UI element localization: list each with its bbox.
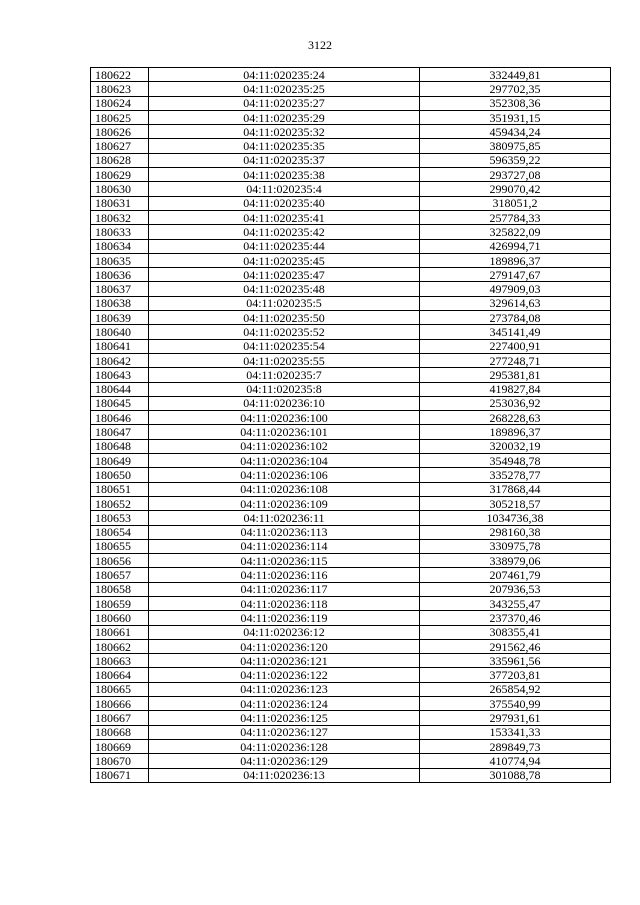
table-row <box>91 168 611 182</box>
cadastral-value-cell: 320032,19 <box>420 439 611 453</box>
cadastral-number-cell: 04:11:020235:44 <box>149 239 420 253</box>
table-row <box>91 496 611 510</box>
row-number-cell: 180636 <box>91 268 149 282</box>
cadastral-value-cell: 1034736,38 <box>420 511 611 525</box>
cadastral-value-cell: 410774,94 <box>420 754 611 768</box>
table-row <box>91 411 611 425</box>
cadastral-number-cell: 04:11:020236:129 <box>149 754 420 768</box>
table-row <box>91 554 611 568</box>
row-number-cell: 180628 <box>91 153 149 167</box>
table-row <box>91 296 611 310</box>
table-row <box>91 511 611 525</box>
row-number-cell: 180643 <box>91 368 149 382</box>
cadastral-number-cell: 04:11:020236:101 <box>149 425 420 439</box>
table-row <box>91 82 611 96</box>
table-row <box>91 96 611 110</box>
table-row <box>91 625 611 639</box>
table-row <box>91 454 611 468</box>
row-number-cell: 180630 <box>91 182 149 196</box>
cadastral-value-cell: 426994,71 <box>420 239 611 253</box>
table-row <box>91 725 611 739</box>
cadastral-value-cell: 329614,63 <box>420 296 611 310</box>
page-number: 3122 <box>308 38 332 52</box>
row-number-cell: 180626 <box>91 125 149 139</box>
cadastral-number-cell: 04:11:020235:52 <box>149 325 420 339</box>
cadastral-value-cell: 325822,09 <box>420 225 611 239</box>
row-number-cell: 180634 <box>91 239 149 253</box>
table-row <box>91 768 611 782</box>
cadastral-value-table <box>90 67 611 783</box>
row-number-cell: 180622 <box>91 68 149 82</box>
cadastral-number-cell: 04:11:020235:45 <box>149 253 420 267</box>
cadastral-value-cell: 338979,06 <box>420 554 611 568</box>
cadastral-number-cell: 04:11:020235:4 <box>149 182 420 196</box>
cadastral-value-cell: 207461,79 <box>420 568 611 582</box>
cadastral-value-cell: 237370,46 <box>420 611 611 625</box>
cadastral-number-cell: 04:11:020236:116 <box>149 568 420 582</box>
cadastral-value-cell: 253036,92 <box>420 396 611 410</box>
cadastral-value-cell: 375540,99 <box>420 697 611 711</box>
row-number-cell: 180637 <box>91 282 149 296</box>
row-number-cell: 180625 <box>91 110 149 124</box>
row-number-cell: 180670 <box>91 754 149 768</box>
table-row <box>91 239 611 253</box>
table-row <box>91 353 611 367</box>
cadastral-number-cell: 04:11:020236:114 <box>149 539 420 553</box>
cadastral-number-cell: 04:11:020235:41 <box>149 210 420 224</box>
row-number-cell: 180663 <box>91 654 149 668</box>
table-row <box>91 668 611 682</box>
cadastral-value-cell: 295381,81 <box>420 368 611 382</box>
cadastral-value-cell: 308355,41 <box>420 625 611 639</box>
row-number-cell: 180656 <box>91 554 149 568</box>
table-row <box>91 282 611 296</box>
table-row <box>91 468 611 482</box>
row-number-cell: 180658 <box>91 582 149 596</box>
row-number-cell: 180666 <box>91 697 149 711</box>
table-row <box>91 568 611 582</box>
cadastral-number-cell: 04:11:020236:127 <box>149 725 420 739</box>
cadastral-value-cell: 351931,15 <box>420 110 611 124</box>
cadastral-number-cell: 04:11:020236:100 <box>149 411 420 425</box>
cadastral-value-cell: 268228,63 <box>420 411 611 425</box>
cadastral-value-cell: 419827,84 <box>420 382 611 396</box>
row-number-cell: 180644 <box>91 382 149 396</box>
cadastral-number-cell: 04:11:020236:121 <box>149 654 420 668</box>
table-row <box>91 139 611 153</box>
cadastral-number-cell: 04:11:020236:11 <box>149 511 420 525</box>
table-row <box>91 582 611 596</box>
row-number-cell: 180668 <box>91 725 149 739</box>
cadastral-value-cell: 354948,78 <box>420 454 611 468</box>
row-number-cell: 180667 <box>91 711 149 725</box>
cadastral-value-cell: 289849,73 <box>420 739 611 753</box>
table-row <box>91 711 611 725</box>
cadastral-number-cell: 04:11:020235:37 <box>149 153 420 167</box>
cadastral-number-cell: 04:11:020235:7 <box>149 368 420 382</box>
row-number-cell: 180669 <box>91 739 149 753</box>
table-row <box>91 153 611 167</box>
table-row <box>91 325 611 339</box>
row-number-cell: 180651 <box>91 482 149 496</box>
row-number-cell: 180664 <box>91 668 149 682</box>
row-number-cell: 180641 <box>91 339 149 353</box>
row-number-cell: 180655 <box>91 539 149 553</box>
table-row <box>91 697 611 711</box>
table-row <box>91 525 611 539</box>
cadastral-number-cell: 04:11:020235:54 <box>149 339 420 353</box>
cadastral-value-cell: 317868,44 <box>420 482 611 496</box>
row-number-cell: 180629 <box>91 168 149 182</box>
cadastral-value-cell: 257784,33 <box>420 210 611 224</box>
cadastral-number-cell: 04:11:020236:118 <box>149 596 420 610</box>
row-number-cell: 180649 <box>91 454 149 468</box>
table-row <box>91 268 611 282</box>
cadastral-number-cell: 04:11:020236:106 <box>149 468 420 482</box>
cadastral-value-cell: 207936,53 <box>420 582 611 596</box>
cadastral-number-cell: 04:11:020236:104 <box>149 454 420 468</box>
table-row <box>91 739 611 753</box>
cadastral-value-cell: 332449,81 <box>420 68 611 82</box>
cadastral-number-cell: 04:11:020236:128 <box>149 739 420 753</box>
row-number-cell: 180640 <box>91 325 149 339</box>
row-number-cell: 180662 <box>91 639 149 653</box>
table-row <box>91 110 611 124</box>
table-row <box>91 339 611 353</box>
row-number-cell: 180647 <box>91 425 149 439</box>
cadastral-number-cell: 04:11:020236:124 <box>149 697 420 711</box>
cadastral-value-cell: 497909,03 <box>420 282 611 296</box>
cadastral-value-cell: 293727,08 <box>420 168 611 182</box>
cadastral-number-cell: 04:11:020235:47 <box>149 268 420 282</box>
cadastral-value-cell: 596359,22 <box>420 153 611 167</box>
cadastral-value-cell: 297931,61 <box>420 711 611 725</box>
row-number-cell: 180632 <box>91 210 149 224</box>
row-number-cell: 180661 <box>91 625 149 639</box>
cadastral-value-cell: 343255,47 <box>420 596 611 610</box>
row-number-cell: 180631 <box>91 196 149 210</box>
cadastral-value-cell: 459434,24 <box>420 125 611 139</box>
cadastral-number-cell: 04:11:020236:113 <box>149 525 420 539</box>
cadastral-number-cell: 04:11:020235:29 <box>149 110 420 124</box>
table-row <box>91 210 611 224</box>
cadastral-value-cell: 273784,08 <box>420 311 611 325</box>
table-row <box>91 439 611 453</box>
cadastral-number-cell: 04:11:020235:50 <box>149 311 420 325</box>
cadastral-value-cell: 277248,71 <box>420 353 611 367</box>
row-number-cell: 180671 <box>91 768 149 782</box>
row-number-cell: 180646 <box>91 411 149 425</box>
row-number-cell: 180654 <box>91 525 149 539</box>
cadastral-number-cell: 04:11:020236:120 <box>149 639 420 653</box>
cadastral-number-cell: 04:11:020236:117 <box>149 582 420 596</box>
table-row <box>91 682 611 696</box>
cadastral-number-cell: 04:11:020235:8 <box>149 382 420 396</box>
cadastral-value-cell: 345141,49 <box>420 325 611 339</box>
table-row <box>91 754 611 768</box>
table-row <box>91 253 611 267</box>
table-row <box>91 196 611 210</box>
cadastral-number-cell: 04:11:020236:10 <box>149 396 420 410</box>
cadastral-value-cell: 279147,67 <box>420 268 611 282</box>
table-row <box>91 611 611 625</box>
table-row <box>91 639 611 653</box>
cadastral-number-cell: 04:11:020235:40 <box>149 196 420 210</box>
table-body <box>91 68 611 783</box>
row-number-cell: 180642 <box>91 353 149 367</box>
row-number-cell: 180653 <box>91 511 149 525</box>
cadastral-number-cell: 04:11:020236:125 <box>149 711 420 725</box>
cadastral-value-cell: 297702,35 <box>420 82 611 96</box>
table-row <box>91 182 611 196</box>
cadastral-value-cell: 189896,37 <box>420 425 611 439</box>
cadastral-number-cell: 04:11:020235:32 <box>149 125 420 139</box>
row-number-cell: 180638 <box>91 296 149 310</box>
cadastral-value-cell: 377203,81 <box>420 668 611 682</box>
cadastral-value-cell: 299070,42 <box>420 182 611 196</box>
row-number-cell: 180660 <box>91 611 149 625</box>
cadastral-value-cell: 380975,85 <box>420 139 611 153</box>
cadastral-number-cell: 04:11:020235:38 <box>149 168 420 182</box>
table-row <box>91 539 611 553</box>
table-row <box>91 596 611 610</box>
row-number-cell: 180633 <box>91 225 149 239</box>
cadastral-number-cell: 04:11:020236:122 <box>149 668 420 682</box>
cadastral-number-cell: 04:11:020235:25 <box>149 82 420 96</box>
cadastral-number-cell: 04:11:020235:55 <box>149 353 420 367</box>
row-number-cell: 180639 <box>91 311 149 325</box>
row-number-cell: 180665 <box>91 682 149 696</box>
table-row <box>91 311 611 325</box>
table-row <box>91 225 611 239</box>
row-number-cell: 180645 <box>91 396 149 410</box>
cadastral-number-cell: 04:11:020236:108 <box>149 482 420 496</box>
cadastral-value-cell: 153341,33 <box>420 725 611 739</box>
row-number-cell: 180623 <box>91 82 149 96</box>
cadastral-value-cell: 227400,91 <box>420 339 611 353</box>
cadastral-value-cell: 330975,78 <box>420 539 611 553</box>
table-row <box>91 396 611 410</box>
cadastral-number-cell: 04:11:020235:42 <box>149 225 420 239</box>
cadastral-number-cell: 04:11:020235:5 <box>149 296 420 310</box>
row-number-cell: 180659 <box>91 596 149 610</box>
cadastral-number-cell: 04:11:020235:24 <box>149 68 420 82</box>
cadastral-value-cell: 318051,2 <box>420 196 611 210</box>
row-number-cell: 180657 <box>91 568 149 582</box>
cadastral-value-cell: 291562,46 <box>420 639 611 653</box>
cadastral-number-cell: 04:11:020235:27 <box>149 96 420 110</box>
row-number-cell: 180635 <box>91 253 149 267</box>
table-row <box>91 68 611 82</box>
table-row <box>91 482 611 496</box>
row-number-cell: 180648 <box>91 439 149 453</box>
row-number-cell: 180650 <box>91 468 149 482</box>
cadastral-number-cell: 04:11:020236:115 <box>149 554 420 568</box>
cadastral-number-cell: 04:11:020236:119 <box>149 611 420 625</box>
row-number-cell: 180652 <box>91 496 149 510</box>
table-row <box>91 425 611 439</box>
table-row <box>91 654 611 668</box>
cadastral-number-cell: 04:11:020236:123 <box>149 682 420 696</box>
cadastral-value-cell: 335961,56 <box>420 654 611 668</box>
cadastral-number-cell: 04:11:020236:102 <box>149 439 420 453</box>
table-row <box>91 368 611 382</box>
cadastral-value-cell: 265854,92 <box>420 682 611 696</box>
cadastral-number-cell: 04:11:020236:13 <box>149 768 420 782</box>
table-row <box>91 125 611 139</box>
cadastral-value-cell: 305218,57 <box>420 496 611 510</box>
row-number-cell: 180624 <box>91 96 149 110</box>
row-number-cell: 180627 <box>91 139 149 153</box>
table-row <box>91 382 611 396</box>
cadastral-value-cell: 301088,78 <box>420 768 611 782</box>
cadastral-number-cell: 04:11:020236:12 <box>149 625 420 639</box>
cadastral-value-cell: 298160,38 <box>420 525 611 539</box>
cadastral-number-cell: 04:11:020236:109 <box>149 496 420 510</box>
cadastral-value-cell: 352308,36 <box>420 96 611 110</box>
cadastral-number-cell: 04:11:020235:48 <box>149 282 420 296</box>
cadastral-number-cell: 04:11:020235:35 <box>149 139 420 153</box>
cadastral-value-cell: 189896,37 <box>420 253 611 267</box>
cadastral-value-cell: 335278,77 <box>420 468 611 482</box>
